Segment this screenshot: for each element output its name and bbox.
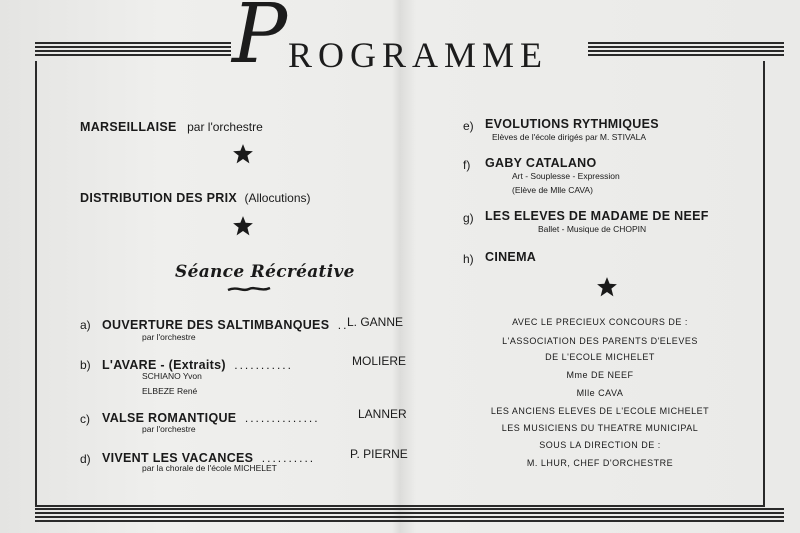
item-title: VALSE ROMANTIQUE [102, 411, 237, 425]
credits-line: M. LHUR, CHEF D'ORCHESTRE [526, 458, 674, 468]
item-letter: f) [463, 158, 471, 172]
credits-line: L'ASSOCIATION DES PARENTS D'ELEVES [502, 336, 698, 346]
item-sub: Art - Souplesse - Expression [512, 171, 620, 181]
title-rest: ROGRAMME [288, 35, 549, 75]
item-title: CINEMA [485, 250, 537, 264]
seance-heading: Séance Récréative [175, 262, 355, 282]
item-title: VIVENT LES VACANCES [102, 451, 254, 465]
rules-bottom [35, 508, 784, 520]
credits-line: LES ANCIENS ELEVES DE L'ECOLE MICHELET [490, 406, 710, 416]
marseillaise-title: MARSEILLAISE [80, 120, 177, 134]
credits-line: Mme DE NEEF [566, 370, 634, 380]
marseillaise-by: par l'orchestre [187, 120, 263, 134]
star-ornament-icon [596, 276, 618, 298]
page-title [232, 0, 572, 80]
title-initial: P [232, 0, 288, 82]
item-letter: d) [80, 452, 91, 466]
item-title: EVOLUTIONS RYTHMIQUES [485, 117, 659, 131]
item-letter: g) [463, 211, 474, 225]
item-dots: .. [337, 318, 349, 332]
item-title: OUVERTURE DES SALTIMBANQUES [102, 318, 330, 332]
item-letter: c) [80, 412, 90, 426]
flourish-icon [227, 284, 271, 294]
item-dots: .............. [244, 411, 320, 425]
item-composer: LANNER [358, 407, 407, 421]
distribution-title: DISTRIBUTION DES PRIX [80, 191, 238, 205]
item-letter: b) [80, 358, 91, 372]
distribution-line [80, 189, 311, 207]
item-title: L'AVARE - (Extraits) [102, 358, 226, 372]
distribution-note: (Allocutions) [244, 191, 311, 205]
marseillaise-line [80, 118, 263, 136]
item-sub: ELBEZE René [142, 386, 198, 396]
item-title: LES ELEVES DE MADAME DE NEEF [485, 209, 709, 223]
item-sub: par l'orchestre [142, 332, 196, 342]
item-composer: MOLIERE [352, 354, 407, 368]
item-letter: a) [80, 318, 91, 332]
item-dots: ........... [234, 358, 293, 372]
item-title-line [102, 316, 348, 334]
item-letter: e) [463, 119, 474, 133]
star-ornament-icon [232, 143, 254, 165]
item-sub: Ballet - Musique de CHOPIN [538, 224, 647, 234]
item-title-line [102, 409, 320, 427]
credits-line: LES MUSICIENS DU THEATRE MUNICIPAL [501, 423, 699, 433]
item-sub: (Elève de Mlle CAVA) [512, 185, 593, 195]
credits-line: DE L'ECOLE MICHELET [545, 352, 655, 362]
item-title: GABY CATALANO [485, 156, 597, 170]
rules-top-left [35, 42, 231, 54]
item-composer: P. PIERNE [350, 447, 408, 461]
item-dots: .......... [261, 451, 316, 465]
star-ornament-icon [232, 215, 254, 237]
credits-line: SOUS LA DIRECTION DE : [539, 440, 661, 450]
credits-line: Mlle CAVA [576, 388, 624, 398]
item-sub: Elèves de l'école dirigés par M. STIVALA [492, 132, 647, 142]
item-composer: L. GANNE [347, 315, 404, 329]
item-sub: par la chorale de l'école MICHELET [142, 463, 277, 473]
item-sub: par l'orchestre [142, 424, 196, 434]
credits-line: AVEC LE PRECIEUX CONCOURS DE : [512, 317, 688, 327]
item-sub: SCHIANO Yvon [142, 371, 202, 381]
item-letter: h) [463, 252, 474, 266]
rules-top-right [588, 42, 784, 54]
